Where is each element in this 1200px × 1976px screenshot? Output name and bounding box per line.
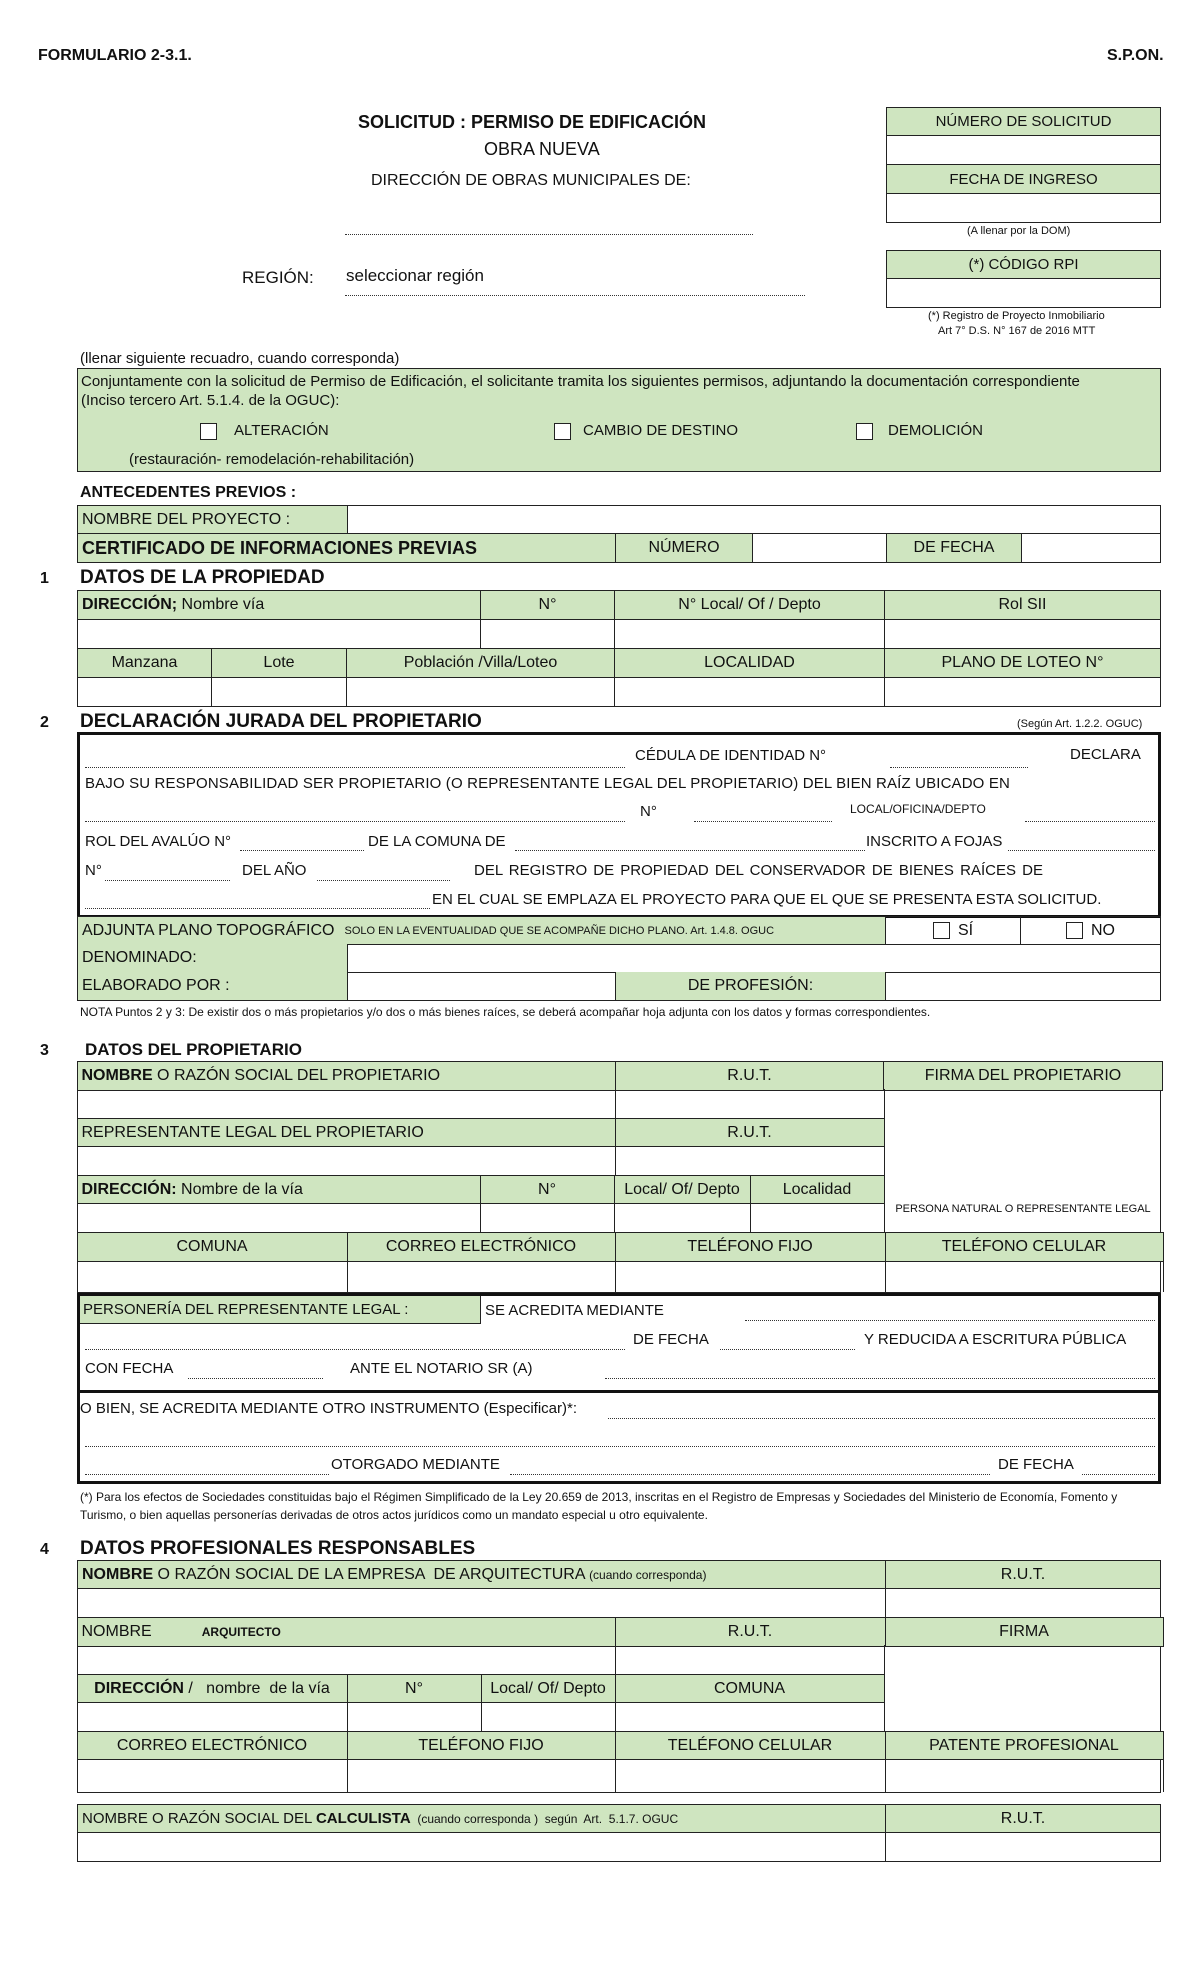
s4-contact-row (77, 1731, 1164, 1760)
s3-row-4 (77, 1232, 1164, 1262)
declaracion-box (77, 732, 1161, 918)
s3-rut2-input[interactable] (616, 1146, 884, 1175)
decl-fojas-label: INSCRITO A FOJAS (866, 833, 1003, 850)
notario-label: ANTE EL NOTARIO SR (A) (350, 1360, 533, 1377)
otorgado-fecha-label: DE FECHA (998, 1456, 1074, 1473)
section-2-title: DECLARACIÓN JURADA DEL PROPIETARIO (80, 711, 482, 732)
s4-emp-label (78, 1561, 886, 1588)
s3-persona-note: PERSONA NATURAL O REPRESENTANTE LEGAL (895, 1203, 1151, 1215)
adjunta-row (77, 916, 1161, 945)
s1-nombre-via: Nombre vía (177, 596, 265, 613)
personeria-divider (80, 1390, 1158, 1393)
adjunta-text: ADJUNTA PLANO TOPOGRÁFICO (82, 921, 335, 939)
denominado-label: DENOMINADO: (78, 944, 348, 972)
s4-rut2-label: R.U.T. (616, 1618, 886, 1646)
s3-local-label: Local/ Of/ Depto (615, 1176, 751, 1203)
s4-celular-input[interactable] (616, 1759, 886, 1792)
s3-row-3-input (77, 1203, 885, 1233)
s4-comuna-label: COMUNA (616, 1675, 884, 1702)
s4-arq-table (77, 1617, 1161, 1793)
permisos-text-2: (Inciso tercero Art. 5.1.4. de la OGUC): (81, 392, 340, 409)
region-underline (345, 295, 805, 296)
s4-arquitecto-label: ARQUITECTO (201, 1624, 281, 1639)
elaborado-input[interactable] (348, 972, 616, 1000)
denominado-input[interactable] (348, 944, 1160, 972)
adjunta-label (78, 917, 886, 944)
s4-comuna-input[interactable] (616, 1702, 884, 1731)
decl-ubicado-input[interactable] (85, 821, 625, 822)
section-1-title: DATOS DE LA PROPIEDAD (80, 567, 325, 588)
s4-calc-bold: CALCULISTA (315, 1810, 411, 1827)
demolicion-label: DEMOLICIÓN (888, 422, 984, 439)
s3-comuna-label: COMUNA (78, 1233, 348, 1261)
s1-lote-input[interactable] (212, 677, 347, 706)
obien-line-2[interactable] (85, 1446, 1155, 1447)
s1-direccion-label (78, 591, 481, 619)
decl-ano-label: DEL AÑO (242, 862, 307, 879)
antecedentes-title: ANTECEDENTES PREVIOS : (80, 484, 297, 501)
region-label: REGIÓN: (242, 268, 314, 287)
decl-emplaza: EN EL CUAL SE EMPLAZA EL PROYECTO PARA QUE EL QUE SE PRESENTA ESTA SOLICITUD. (432, 891, 1102, 908)
s1-manzana-input[interactable] (78, 677, 212, 706)
numero-solicitud-input[interactable] (886, 135, 1161, 165)
agency-code: S.P.ON. (1107, 47, 1164, 64)
s3-comuna-input[interactable] (78, 1261, 348, 1292)
s3-rut-input[interactable] (616, 1089, 884, 1118)
adjunta-no-label: NO (1091, 921, 1115, 939)
s3-rut-label: R.U.T. (616, 1062, 884, 1090)
s3-local-input[interactable] (615, 1203, 751, 1232)
section-2-number: 2 (40, 714, 49, 731)
s2-ref: (Según Art. 1.2.2. OGUC) (1017, 718, 1143, 730)
s4-arq-input-row (77, 1645, 885, 1675)
rpi-note-2: Art 7° D.S. N° 167 de 2016 MTT (938, 325, 1096, 337)
region-select[interactable]: seleccionar región (346, 266, 484, 285)
section-3-number: 3 (40, 1042, 49, 1059)
decl-nombre-input[interactable] (85, 767, 625, 768)
permisos-note: (llenar siguiente recuadro, cuando corresponda) (80, 350, 400, 367)
s3-localidad-label: Localidad (751, 1176, 884, 1203)
cip-row (77, 533, 1161, 563)
s4-calc-rest: NOMBRE O RAZÓN SOCIAL DEL (82, 1810, 316, 1827)
codigo-rpi-label: (*) CÓDIGO RPI (886, 250, 1161, 279)
cip-label: CERTIFICADO DE INFORMACIONES PREVIAS (78, 534, 616, 562)
s3-row-3 (77, 1175, 885, 1204)
s1-local-label: N° Local/ Of / Depto (615, 591, 885, 619)
otorgado-input[interactable] (510, 1474, 990, 1475)
nombre-proyecto-row (77, 505, 1161, 534)
personeria-label: PERSONERÍA DEL REPRESENTANTE LEGAL : (80, 1296, 481, 1324)
dom-label: DIRECCIÓN DE OBRAS MUNICIPALES DE: (371, 172, 691, 189)
acredita-line-2[interactable] (85, 1349, 625, 1350)
acredita-label: SE ACREDITA MEDIANTE (485, 1302, 664, 1319)
s4-dir-label (78, 1675, 348, 1702)
personeria-fecha-input[interactable] (720, 1349, 855, 1350)
s1-lote-label: Lote (212, 649, 347, 677)
s4-correo-input[interactable] (78, 1759, 348, 1792)
form-code: FORMULARIO 2-3.1. (38, 47, 192, 64)
s1-localidad-input[interactable] (615, 677, 885, 706)
numero-solicitud-label: NÚMERO DE SOLICITUD (886, 107, 1161, 136)
s4-dir-bold: DIRECCIÓN (94, 1679, 184, 1697)
s4-patente-label: PATENTE PROFESIONAL (886, 1732, 1163, 1759)
obien-line-3[interactable] (85, 1474, 329, 1475)
s3-rep-label: REPRESENTANTE LEGAL DEL PROPIETARIO (78, 1119, 616, 1146)
s3-row-2 (77, 1118, 885, 1147)
demolicion-checkbox[interactable] (856, 423, 873, 440)
section-1-number: 1 (40, 570, 49, 587)
s1-input-row-1 (77, 619, 1161, 649)
s1-input-row-2 (77, 677, 1161, 707)
s4-nombre-text: NOMBRE (81, 1622, 152, 1640)
s3-fijo-input[interactable] (616, 1261, 886, 1292)
denominado-row (77, 944, 1161, 973)
decl-cedula-label: CÉDULA DE IDENTIDAD N° (635, 747, 827, 764)
s4-firma-label: FIRMA (886, 1618, 1163, 1646)
dom-note: (A llenar por la DOM) (967, 225, 1071, 237)
elaborado-label: ELABORADO POR : (78, 972, 348, 1000)
section-4-number: 4 (40, 1541, 49, 1558)
s4-firma-area[interactable] (884, 1646, 1160, 1731)
s3-correo-input[interactable] (348, 1261, 616, 1292)
s3-fijo-label: TELÉFONO FIJO (616, 1233, 886, 1261)
reducida-label: Y REDUCIDA A ESCRITURA PÚBLICA (864, 1331, 1127, 1348)
cip-fecha-input[interactable] (1022, 534, 1160, 562)
s1-header-row-2 (77, 648, 1161, 678)
s3-nombre-rest: O RAZÓN SOCIAL DEL PROPIETARIO (152, 1066, 441, 1084)
decl-cedula-input[interactable] (890, 767, 1028, 768)
fecha-ingreso-label: FECHA DE INGRESO (886, 164, 1161, 194)
cambio-destino-checkbox[interactable] (554, 423, 571, 440)
s4-patente-input[interactable] (886, 1759, 1163, 1792)
s1-plano-input[interactable] (885, 677, 1160, 706)
s4-calc-note: (cuando corresponda ) según Art. 5.1.7. OGUC (410, 1811, 679, 1826)
decl-ano-input[interactable] (317, 880, 450, 881)
profesion-input[interactable] (886, 972, 1160, 1000)
decl-n2-input[interactable] (105, 880, 230, 881)
s3-dir-bold: DIRECCIÓN: (81, 1180, 177, 1198)
decl-n2-label: N° (85, 862, 102, 879)
adjunta-si-checkbox[interactable] (933, 922, 950, 939)
otorgado-label: OTORGADO MEDIANTE (331, 1456, 500, 1473)
s4-arq-row (77, 1617, 1164, 1647)
s3-nombre-label (78, 1062, 616, 1090)
s1-manzana-label: Manzana (78, 649, 212, 677)
s4-emp-note: (cuando corresponda) (589, 1567, 707, 1582)
s4-rut2-input[interactable] (616, 1645, 884, 1674)
s4-fijo-input[interactable] (348, 1759, 616, 1792)
s3-correo-label: CORREO ELECTRÓNICO (348, 1233, 616, 1261)
s4-celular-label: TELÉFONO CELULAR (616, 1732, 886, 1759)
rpi-note-1: (*) Registro de Proyecto Inmobiliario (928, 310, 1105, 322)
s1-header-row-1 (77, 590, 1161, 620)
s1-plano-label: PLANO DE LOTEO N° (885, 649, 1160, 677)
decl-comuna-input[interactable] (515, 850, 865, 851)
s4-dir-rest: / nombre de la vía (183, 1679, 330, 1697)
s3-dir-label (78, 1176, 481, 1203)
s4-dir-input-row (77, 1702, 885, 1732)
form-title: SOLICITUD : PERMISO DE EDIFICACIÓN (358, 112, 707, 132)
s4-calc-rut-input[interactable] (886, 1832, 1160, 1861)
otorgado-fecha-input[interactable] (1082, 1474, 1155, 1475)
s3-nombre-bold: NOMBRE (81, 1066, 153, 1084)
s3-dir-rest: Nombre de la vía (176, 1180, 303, 1198)
alteracion-sub: (restauración- remodelación-rehabilitación) (129, 451, 415, 468)
obien-input[interactable] (608, 1418, 1155, 1419)
s1-localidad-label: LOCALIDAD (615, 649, 885, 677)
s4-n-label: N° (348, 1675, 482, 1702)
s3-n-input[interactable] (481, 1203, 615, 1232)
s1-direccion-bold: DIRECCIÓN; (82, 596, 178, 613)
decl-local-label: LOCAL/OFICINA/DEPTO (850, 802, 986, 816)
s3-row-1-input (77, 1089, 885, 1119)
decl-line-2: BAJO SU RESPONSABILIDAD SER PROPIETARIO (O REPRESENTANTE LEGAL DEL PROPIETARIO) DEL BIEN RAÍZ UBICADO EN (85, 775, 1010, 792)
s4-emp-row (77, 1560, 1161, 1589)
dom-input[interactable] (345, 234, 753, 235)
s3-rut2-label: R.U.T. (616, 1119, 884, 1146)
obien-label: O BIEN, SE ACREDITA MEDIANTE OTRO INSTRUMENTO (Especificar)*: (80, 1400, 578, 1417)
s1-rol-label: Rol SII (885, 591, 1160, 619)
adjunta-no-cell[interactable] (1021, 917, 1160, 944)
cip-fecha-label: DE FECHA (887, 534, 1022, 562)
nombre-proyecto-input[interactable] (348, 506, 1160, 533)
decl-rol-input[interactable] (240, 850, 364, 851)
s1-direccion-input[interactable] (78, 619, 481, 648)
s1-poblacion-input[interactable] (347, 677, 615, 706)
decl-rol-label: ROL DEL AVALÚO N° (85, 833, 232, 850)
s3-row-1 (77, 1061, 885, 1091)
adjunta-si-cell[interactable] (886, 917, 1021, 944)
s4-dir-input[interactable] (78, 1702, 348, 1731)
section-4-title: DATOS PROFESIONALES RESPONSABLES (80, 1538, 476, 1559)
decl-conservador-input[interactable] (85, 908, 430, 909)
s3-celular-input[interactable] (886, 1261, 1163, 1292)
alteracion-label: ALTERACIÓN (234, 422, 329, 439)
s4-emp-rut-input[interactable] (886, 1588, 1160, 1617)
acredita-input[interactable] (745, 1320, 1155, 1321)
s4-n-input[interactable] (348, 1702, 482, 1731)
decl-local-input[interactable] (1025, 821, 1155, 822)
s4-local-input[interactable] (482, 1702, 616, 1731)
adjunta-si-label: SÍ (957, 921, 974, 939)
s4-calc-row (77, 1804, 1161, 1833)
s4-calc-rut-label: R.U.T. (886, 1805, 1160, 1832)
decl-comuna-label: DE LA COMUNA DE (368, 833, 506, 850)
alteracion-checkbox[interactable] (200, 423, 217, 440)
personeria-box (77, 1293, 1161, 1484)
con-fecha-input[interactable] (188, 1378, 323, 1379)
s4-dir-row (77, 1674, 885, 1703)
cambio-destino-label: CAMBIO DE DESTINO (583, 422, 739, 439)
s3-row-4-input (77, 1261, 1164, 1292)
s4-emp-rut-label: R.U.T. (886, 1561, 1160, 1588)
s3-dir-input[interactable] (78, 1203, 481, 1232)
elaborado-row (77, 972, 1161, 1001)
decl-fojas-input[interactable] (1008, 850, 1155, 851)
form-subtitle: OBRA NUEVA (484, 139, 600, 159)
s3-rep-input[interactable] (78, 1146, 616, 1175)
codigo-rpi-input[interactable] (886, 278, 1161, 308)
s4-emp-rest: O RAZÓN SOCIAL DE LA EMPRESA DE ARQUITECTURA (153, 1565, 590, 1583)
s4-local-label: Local/ Of/ Depto (482, 1675, 616, 1702)
cip-numero-label: NÚMERO (616, 534, 753, 562)
s3-n-label: N° (481, 1176, 615, 1203)
s2-nota: NOTA Puntos 2 y 3: De existir dos o más propietarios y/o dos o más bienes raíces, se deberá acompañar hoja adjunta con los datos y formas correspondientes. (80, 1005, 931, 1019)
adjunta-no-checkbox[interactable] (1066, 922, 1083, 939)
s3-row-2-input (77, 1146, 885, 1176)
s3-footnote-2: Turismo, o bien aquellas personerías derivadas de otros actos jurídicos como un mandato especial u otro equivalente. (80, 1508, 708, 1522)
personeria-fecha-label: DE FECHA (633, 1331, 709, 1348)
s4-nombre-input[interactable] (78, 1645, 616, 1674)
s1-poblacion-label: Población /Villa/Loteo (347, 649, 615, 677)
decl-n-input[interactable] (694, 821, 832, 822)
s4-emp-input[interactable] (78, 1588, 886, 1617)
s4-nombre-label (78, 1618, 616, 1646)
section-3-title: DATOS DEL PROPIETARIO (85, 1040, 302, 1059)
s1-n-input[interactable] (481, 619, 615, 648)
s3-firma-label: FIRMA DEL PROPIETARIO (883, 1061, 1163, 1091)
s1-n-label: N° (481, 591, 615, 619)
decl-declara: DECLARA (1070, 746, 1141, 763)
con-fecha-label: CON FECHA (85, 1360, 174, 1377)
s4-correo-label: CORREO ELECTRÓNICO (78, 1732, 348, 1759)
permisos-box (77, 368, 1161, 472)
s3-localidad-input[interactable] (751, 1203, 884, 1232)
s4-emp-input-row (77, 1588, 1161, 1618)
decl-n-label: N° (640, 803, 657, 820)
s4-fijo-label: TELÉFONO FIJO (348, 1732, 616, 1759)
fecha-ingreso-input[interactable] (886, 193, 1161, 223)
s3-celular-label: TELÉFONO CELULAR (886, 1233, 1163, 1261)
s4-emp-bold: NOMBRE (82, 1565, 154, 1583)
s4-calc-input-row (77, 1832, 1161, 1862)
permisos-text-1: Conjuntamente con la solicitud de Permiso de Edificación, el solicitante tramita los siguientes permisos, adjuntando la documentación correspondiente (81, 373, 1080, 390)
s1-rol-input[interactable] (885, 619, 1160, 648)
cip-numero-input[interactable] (753, 534, 887, 562)
nombre-proyecto-label: NOMBRE DEL PROYECTO : (78, 506, 348, 533)
s3-nombre-input[interactable] (78, 1089, 616, 1118)
s4-calc-label (78, 1805, 886, 1832)
s3-table (77, 1061, 1161, 1293)
s4-contact-input-row (77, 1759, 1164, 1792)
decl-registro: DEL REGISTRO DE PROPIEDAD DEL CONSERVADOR DE BIENES RAÍCES DE (474, 862, 1043, 879)
adjunta-note: SOLO EN LA EVENTUALIDAD QUE SE ACOMPAÑE DICHO PLANO. Art. 1.4.8. OGUC (344, 924, 775, 937)
s1-local-input[interactable] (615, 619, 885, 648)
notario-input[interactable] (605, 1378, 1155, 1379)
s3-footnote-1: (*) Para los efectos de Sociedades constituidas bajo el Régimen Simplificado de la Ley 20.659 de 2013, inscritas en el Registro de Empresas y Sociedades del Ministerio de Economía, Fomento y (80, 1490, 1118, 1504)
s4-calc-input[interactable] (78, 1832, 886, 1861)
profesion-label: DE PROFESIÓN: (616, 972, 886, 1000)
